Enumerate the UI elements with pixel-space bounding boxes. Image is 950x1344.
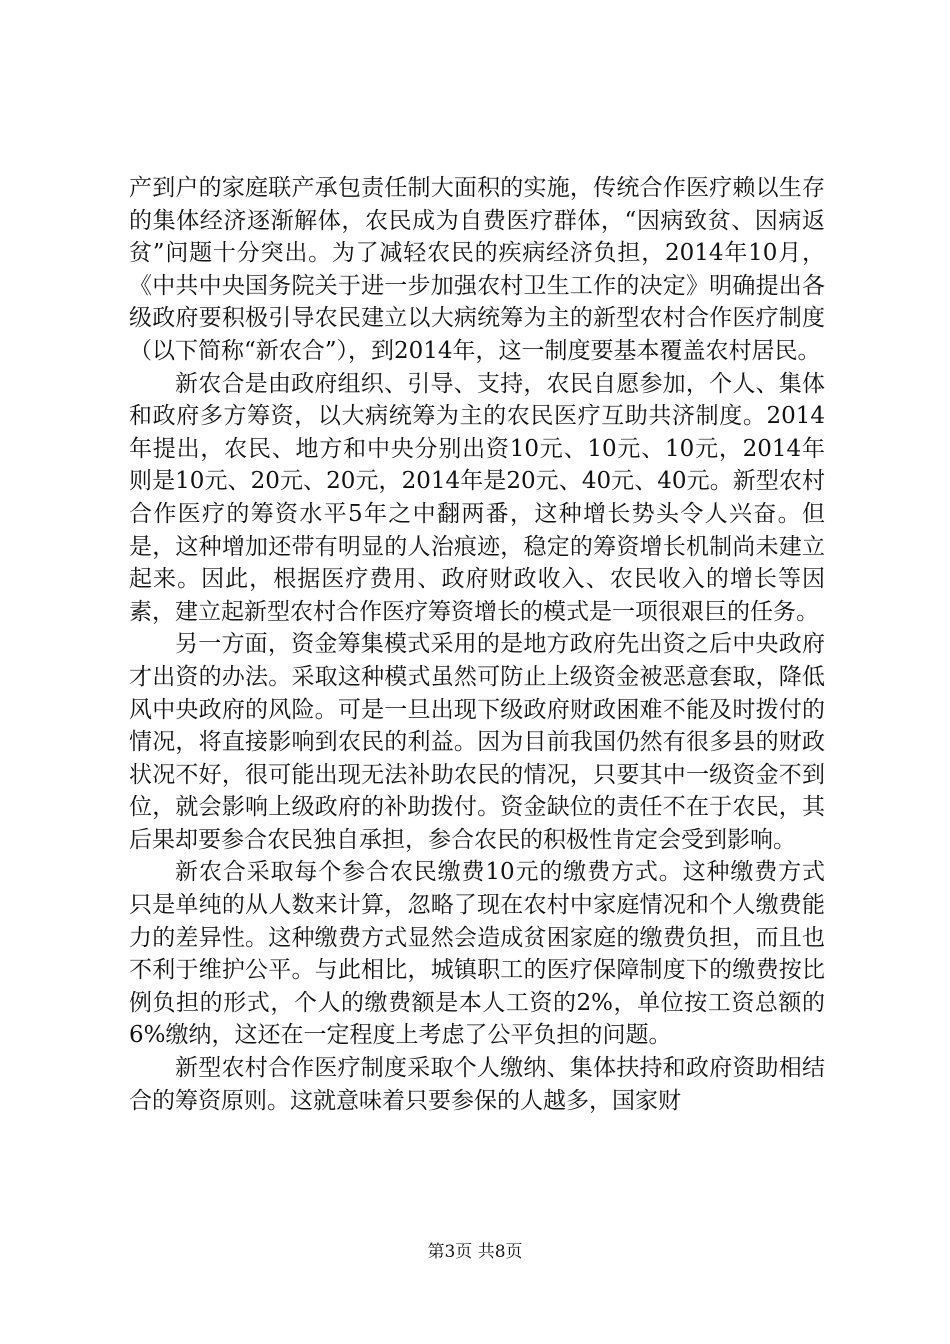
paragraph-4: 新农合采取每个参合农民缴费10元的缴费方式。这种缴费方式只是单纯的从人数来计算，忽略了现在农村中家庭情况和个人缴费能力的差异性。这种缴费方式显然会造成贫困家庭的缴费负担，而且也不利于维护公平。与此相比，城镇职工的医疗保障制度下的缴费按比例负担的形式，个人的缴费额是本人工资的2%，单位按工资总额的6%缴纳，这还在一定程度上考虑了公平负担的问题。 [129, 859, 825, 1049]
paragraph-3: 另一方面，资金筹集模式采用的是地方政府先出资之后中央政府才出资的办法。采取这种模式虽然可防止上级资金被恶意套取，降低风中央政府的风险。可是一旦出现下级政府财政困难不能及时拨付的情况，将直接影响到农民的利益。因为目前我国仍然有很多县的财政状况不好，很可能出现无法补助农民的情况，只要其中一级资金不到位，就会影响上级政府的补助拨付。资金缺位的责任不在于农民，其后果却要参合农民独自承担，参合农民的积极性肯定会受到影响。 [129, 631, 825, 853]
page-footer: 第3页 共8页 [427, 1242, 523, 1262]
body-text [129, 172, 825, 1117]
paragraph-2: 新农合是由政府组织、引导、支持，农民自愿参加，个人、集体和政府多方筹资，以大病统筹为主的农民医疗互助共济制度。2014年提出，农民、地方和中央分别出资10元、10元、10元，2014年则是10元、20元、20元，2014年是20元、40元、40元。新型农村合作医疗的筹资水平5年之中翻两番，这种增长势头令人兴奋。但是，这种增加还带有明显的人治痕迹，稳定的筹资增长机制尚未建立起来。因此，根据医疗费用、政府财政收入、农民收入的增长等因素，建立起新型农村合作医疗筹资增长的模式是一项很艰巨的任务。 [129, 370, 825, 625]
paragraph-1: 产到户的家庭联产承包责任制大面积的实施，传统合作医疗赖以生存的集体经济逐渐解体，农民成为自费医疗群体，“因病致贫、因病返贫”问题十分突出。为了减轻农民的疾病经济负担，2014年10月，《中共中央国务院关于进一步加强农村卫生工作的决定》明确提出各级政府要积极引导农民建立以大病统筹为主的新型农村合作医疗制度（以下简称“新农合”），到2014年，这一制度要基本覆盖农村居民。 [129, 175, 825, 364]
paragraph-5: 新型农村合作医疗制度采取个人缴纳、集体扶持和政府资助相结合的筹资原则。这就意味着只要参保的人越多，国家财 [129, 1055, 825, 1114]
